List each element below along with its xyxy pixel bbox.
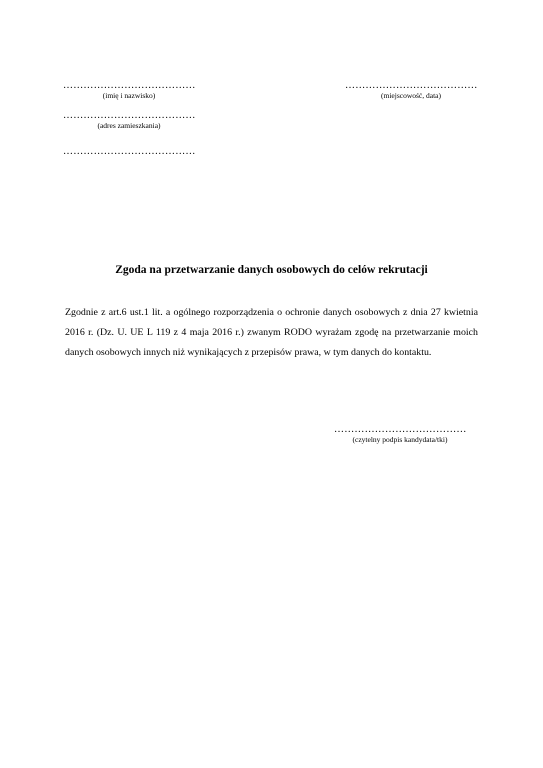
- signature-dotted-line: …………………………………: [334, 424, 467, 435]
- name-caption: (imię i nazwisko): [102, 91, 156, 100]
- name-dotted-line: …………………………………: [63, 80, 196, 91]
- place-date-caption: (miejscowość, data): [381, 91, 441, 100]
- name-field: [63, 81, 195, 100]
- address-dotted-line-2: …………………………………: [63, 146, 196, 157]
- address-field-2: [63, 147, 195, 157]
- place-date-field: [345, 81, 477, 100]
- place-date-dotted-line: …………………………………: [345, 80, 478, 91]
- address-caption: (adres zamieszkania): [97, 121, 161, 130]
- address-field: [63, 111, 195, 130]
- signature-caption: (czytelny podpis kandydata/tki): [352, 435, 448, 444]
- signature-field: [334, 425, 466, 444]
- document-title: Zgoda na przetwarzanie danych osobowych do celów rekrutacji: [115, 264, 428, 276]
- address-dotted-line: …………………………………: [63, 110, 196, 121]
- consent-body-text: Zgodnie z art.6 ust.1 lit. a ogólnego rozporządzenia o ochronie danych osobowych z dnia 27 kwietnia 2016 r. (Dz. U. UE L 119 z 4 maja 2016 r.) zwanym RODO wyrażam zgodę na przetwarzanie moich danych osobowych innych niż wynikających z przepisów prawa, w tym danych do kontaktu.: [65, 307, 478, 358]
